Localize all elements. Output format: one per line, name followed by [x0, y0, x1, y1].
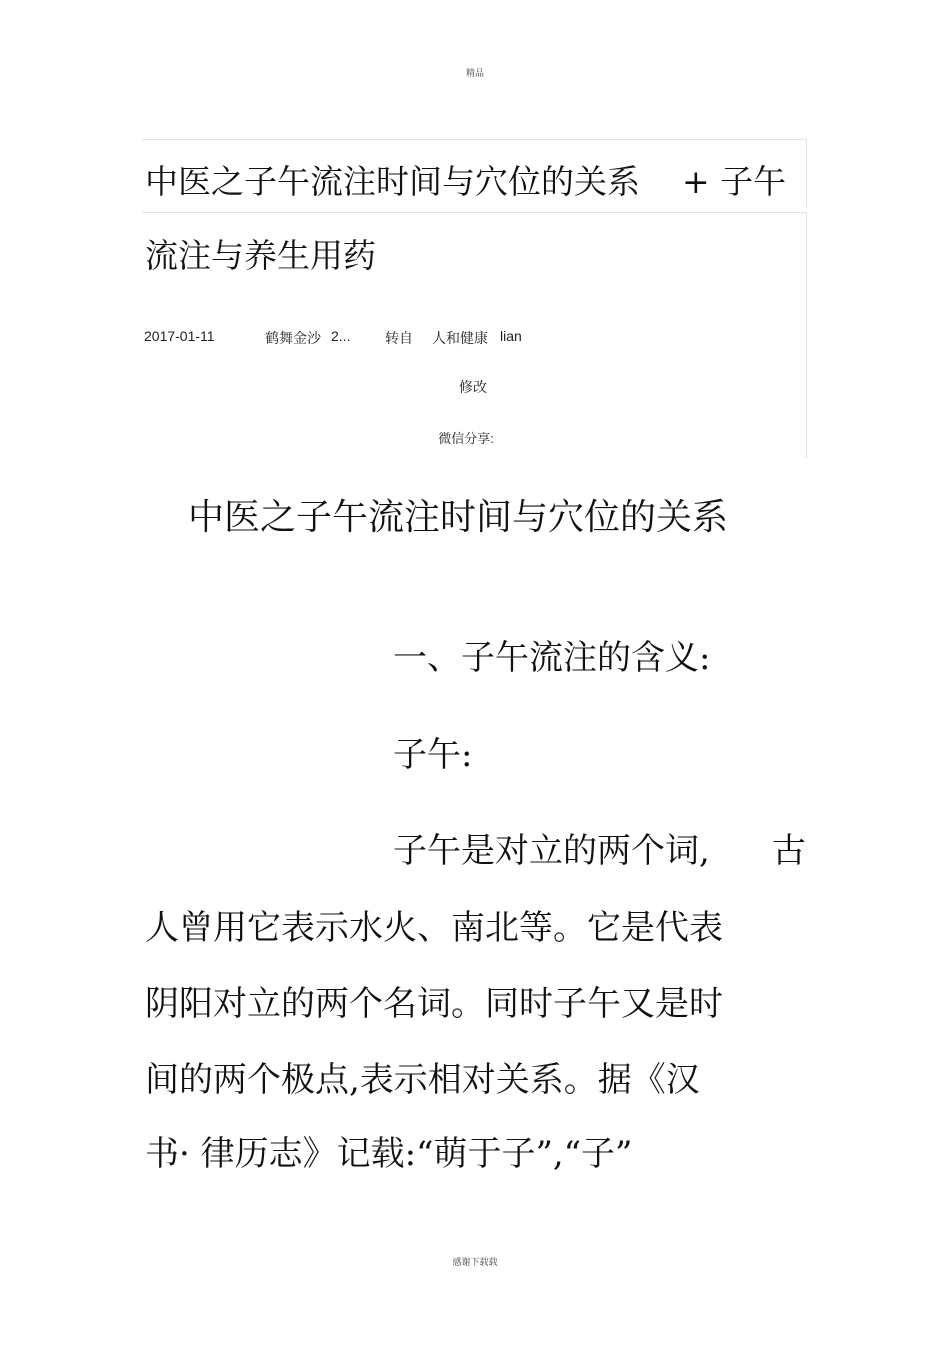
paragraph-line: 阴阳对立的两个名词。同时子午又是时: [145, 984, 723, 1024]
header-box-right-border: [806, 139, 807, 207]
header-box-divider: [142, 212, 807, 213]
footer-watermark: 感谢下载载: [452, 1258, 498, 1268]
header-box-right-border-lower: [806, 212, 807, 458]
wechat-share-label[interactable]: 微信分享:: [438, 431, 494, 446]
paragraph-line-1-end: 古: [772, 831, 806, 871]
header-box-top-border: [142, 139, 807, 140]
sub-heading: 子午:: [393, 735, 473, 775]
paragraph-line: 间的两个极点,表示相对关系。据《汉: [145, 1060, 700, 1100]
post-date: 2017-01-11: [144, 328, 215, 344]
edit-button[interactable]: 修改: [459, 379, 487, 395]
repost-label: 转自: [385, 330, 413, 346]
header-watermark: 精品: [465, 69, 484, 79]
post-title-line1: 中医之子午流注时间与穴位的关系: [145, 162, 640, 201]
source-link[interactable]: 人和健康: [432, 330, 488, 346]
post-author-count: 2...: [331, 328, 351, 344]
article-title: 中医之子午流注时间与穴位的关系: [188, 497, 729, 538]
post-title-plus: + 子午: [682, 162, 787, 201]
paragraph-line: 人曾用它表示水火、南北等。它是代表: [145, 908, 723, 948]
post-author-link[interactable]: 鹤舞金沙: [265, 330, 321, 346]
paragraph-line-1-start: 子午是对立的两个词,: [393, 831, 710, 871]
source-user-link[interactable]: lian: [500, 328, 522, 344]
post-title-line2: 流注与养生用药: [145, 236, 376, 275]
section-heading: 一、子午流注的含义:: [393, 638, 711, 678]
paragraph-line: 书· 律历志》记载:“萌于子”,“子”: [145, 1134, 633, 1174]
